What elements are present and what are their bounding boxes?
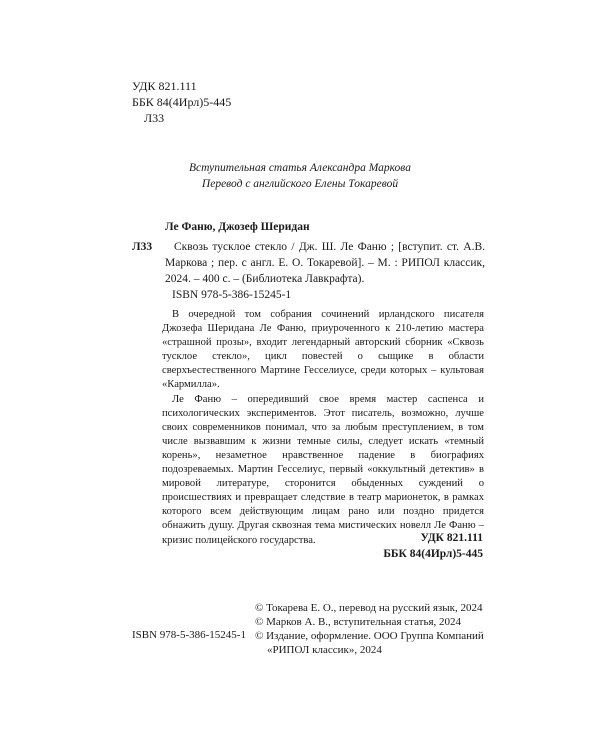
annotation-paragraph: Ле Фаню – опередивший свое время мастер саспенса и психологических экспериментов. Этот писатель, возможно, лучше своих современников понимал, что за любым преступлением, в том числе вызвавшим к жизни темные силы, следует искать «темный корень», незаметное нравственное падение в биографиях подозреваемых. Мартин Гесселиус, первый «оккультный детектив» в мировой литературе, сторонится обыденных суждений о происшествиях и превращает следствие в театр марионеток, в рамках которого всем действующим лицам рано или поздно придется обнажить душу. Другая сквозная тема мистических новелл Ле Фаню – кризис полицейского государства. (162, 393, 484, 546)
footer-classification (383, 530, 483, 562)
credits-block (150, 160, 450, 192)
author-heading: Ле Фаню, Джозеф Шеридан (165, 221, 310, 233)
copyright-block (255, 601, 485, 657)
annotation (162, 308, 484, 548)
copyright-line: © Токарева Е. О., перевод на русский язык, 2024 (255, 602, 483, 614)
author-mark: Л33 (144, 111, 165, 125)
intro-credit: Вступительная статья Александра Маркова (189, 162, 411, 174)
translation-credit: Перевод с английского Елены Токаревой (201, 178, 399, 190)
footer-isbn: ISBN 978-5-386-15245-1 (132, 629, 246, 641)
annotation-paragraph: В очередной том собрания сочинений ирландского писателя Джозефа Шеридана Ле Фаню, приуроченного к 210-летию мастера «страшной прозы», входит легендарный авторский сборник «Сквозь тусклое стекло», цикл повестей о сыщике в области сверхъестественного Мартине Гесселиусе, среди которых – культовая «Кармилла». (162, 309, 484, 391)
footer-udk: УДК 821.111 (420, 532, 483, 544)
bibliographic-description: Сквозь тусклое стекло / Дж. Ш. Ле Фаню ; [вступит. ст. А.В. Маркова ; пер. с англ. Е. О. Токаревой]. – М. : РИПОЛ классик, 2024. – 400 с. – (Библиотека Лавкрафта). (165, 241, 485, 285)
classification-block (132, 78, 231, 126)
footer-bbk: ББК 84(4Ирл)5-445 (383, 548, 483, 560)
bbk-code: ББК 84(4Ирл)5-445 (132, 95, 232, 109)
udk-code: УДК 821.111 (132, 79, 197, 93)
copyright-line: © Издание, оформление. ООО Группа Компаний «РИПОЛ классик», 2024 (255, 630, 484, 656)
copyright-line: © Марков А. В., вступительная статья, 2024 (255, 616, 462, 628)
isbn: ISBN 978-5-386-15245-1 (172, 289, 292, 301)
catalog-author-mark: Л33 (132, 241, 153, 253)
